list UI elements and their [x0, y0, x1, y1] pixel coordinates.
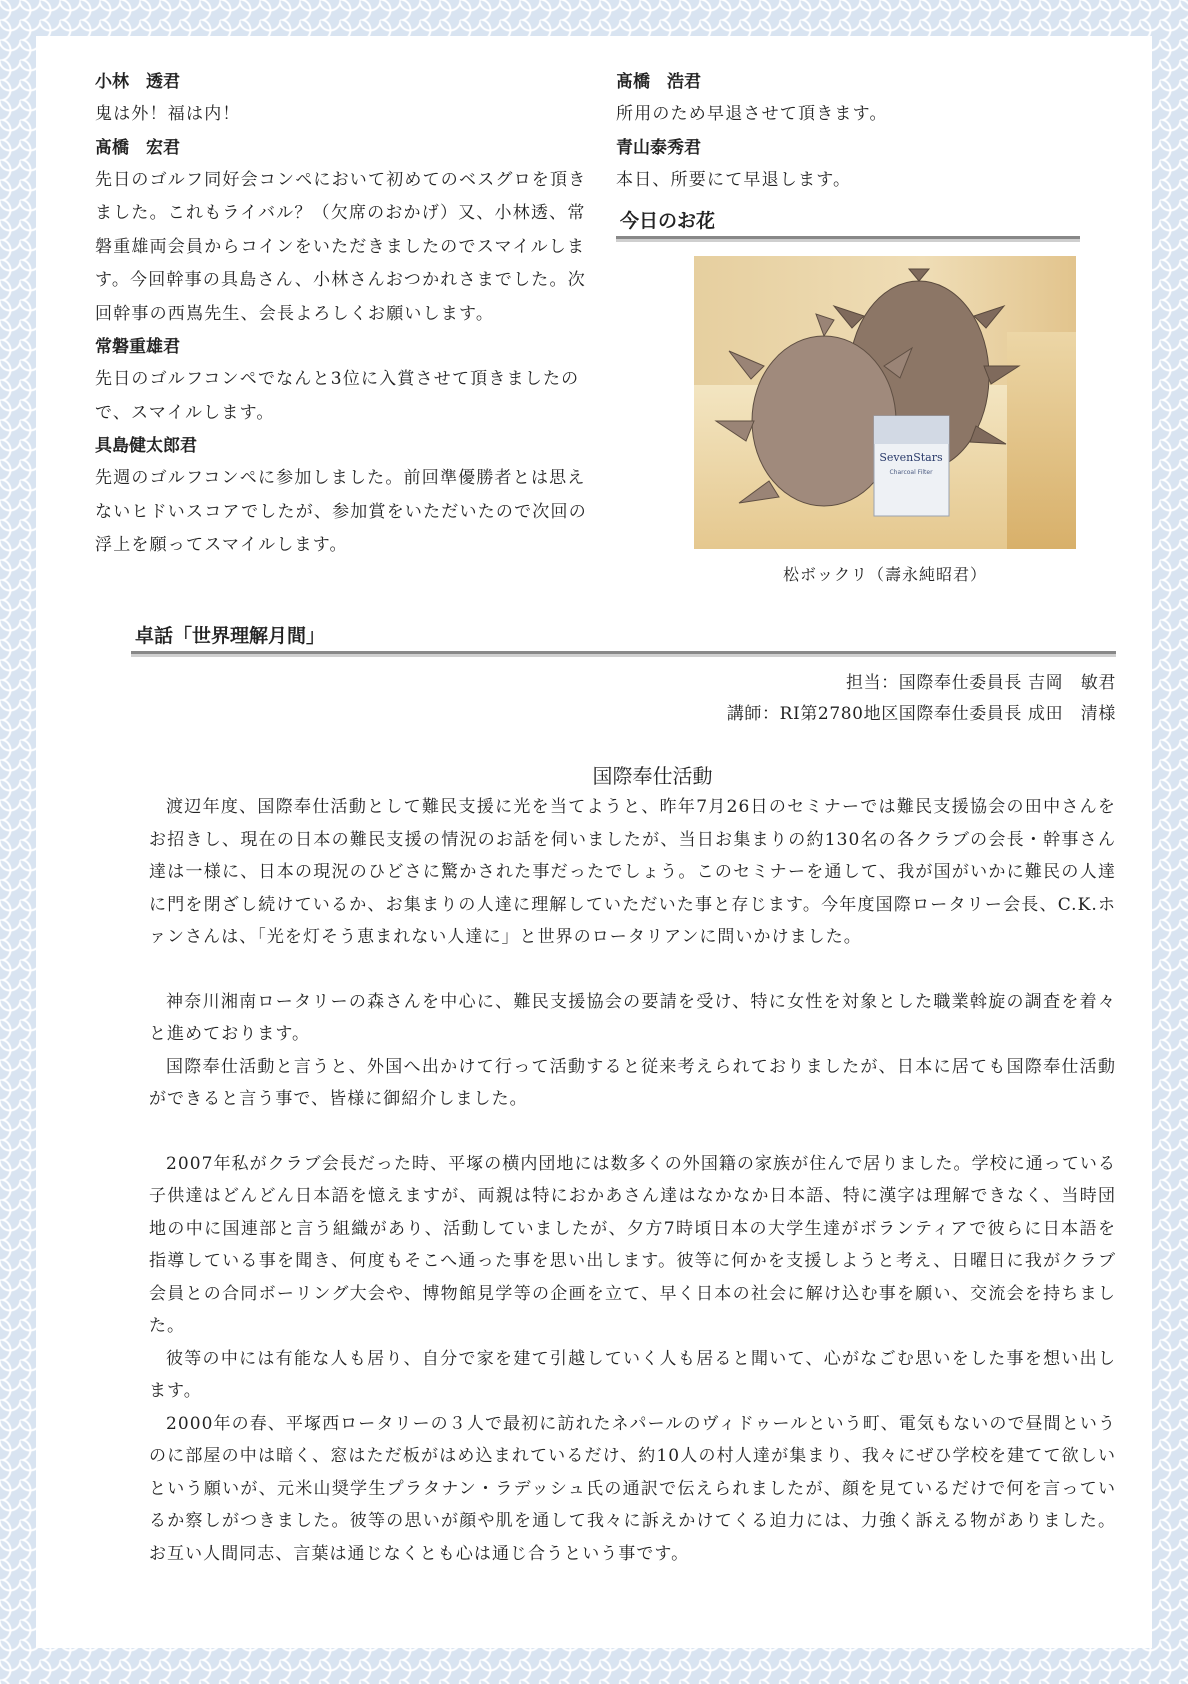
- member-message: 先日のゴルフ同好会コンペにおいて初めてのベスグロを頂きました。これもライバル？（欠席のおかげ）又、小林透、常磐重雄両会員からコインをいただきましたのでスマイルします。今回幹事の具島さん、小林さんおつかれさまでした。次回幹事の西嶌先生、会長よろしくお願いします。: [95, 169, 587, 324]
- member-message: 本日、所要にて早退します。: [616, 169, 852, 190]
- member-message: 先日のゴルフコンペでなんと3位に入賞させて頂きましたので、スマイルします。: [95, 369, 580, 423]
- smile-box-right: [616, 66, 1080, 197]
- member-name: 具島健太郎君: [95, 436, 197, 456]
- essay-paragraph: 彼等の中には有能な人も居り、自分で家を建て引越していく人も居ると聞いて、心がなごむ思いをした事を想い出します。: [149, 1348, 1116, 1401]
- essay: [149, 761, 1116, 1570]
- essay-paragraph: 2007年私がクラブ会長だった時、平塚の横内団地には数多くの外国籍の家族が住んで居りました。学校に通っている子供達はどんどん日本語を憶えますが、両親は特におかあさん達はなかなか日本語、特に漢字は理解できなく、当時団地の中に国連部と言う組織があり、活動していましたが、夕方7時頃日本の大学生達がボランティアで彼らに日本語を指導している事を聞き、何度もそこへ通った事を思い出します。彼等に何かを支援しようと考え、日曜日に我がクラブ会員との合同ボーリング大会や、博物館見学等の企画を立て、早く日本の社会に解け込む事を願い、交流会を持ちました。: [149, 1153, 1116, 1336]
- member-name: 髙橋 宏君: [95, 137, 180, 158]
- member-name: 常磐重雄君: [95, 337, 180, 357]
- essay-paragraph: 2000年の春、平塚西ロータリーの３人で最初に訪れたネパールのヴィドゥールという町、電気もないので昼間というのに部屋の中は暗く、窓はただ板がはめ込まれているだけ、約10人の村人達が集まり、我々にぜひ学校を建てて欲しいという願いが、元米山奨学生プラタナン・ラデッシュ氏の通訳で伝えられましたが、顔を見ているだけで何を言っているか察しがつきました。彼等の思いが顔や肌を通して我々に訴えかけてくる迫力には、力強く訴える物がありました。お互い人間同志、言葉は通じなくとも心は通じ合うという事です。: [149, 1413, 1116, 1564]
- smile-box-left: [95, 66, 595, 563]
- section-divider: [131, 651, 1116, 657]
- essay-paragraph: 渡辺年度、国際奉仕活動として難民支援に光を当てようと、昨年7月26日のセミナーでは難民支援協会の田中さんをお招きし、現在の日本の難民支援の情況のお話を伺いましたが、当日お集まりの約130名の各クラブの会長・幹事さん達は一様に、日本の現況のひどさに驚かされた事だったでしょう。このセミナーを通して、我が国がいかに難民の人達に門を閉ざし続けているか、お集まりの人達に理解していただいた事と存じます。今年度国際ロータリー会長、C.K.ホァンさんは、「光を灯そう恵まれない人達に」と世界のロータリアンに問いかけました。: [149, 797, 1116, 947]
- pinecone-illustration: [694, 256, 1076, 549]
- pack-sub: Charcoal Filter: [889, 469, 933, 476]
- talk-section-header: [131, 623, 1116, 657]
- section-divider: [616, 236, 1080, 242]
- flower-caption: 松ボックリ（壽永純昭君）: [782, 565, 987, 584]
- paragraph-gap: [149, 954, 1116, 986]
- essay-paragraph: 神奈川湘南ロータリーの森さんを中心に、難民支援協会の要請を受け、特に女性を対象とした職業斡旋の調査を着々と進めております。: [149, 991, 1116, 1044]
- member-name: 青山泰秀君: [616, 137, 701, 158]
- member-name: 小林 透君: [95, 72, 180, 92]
- member-message: 先週のゴルフコンペに参加しました。前回準優勝者とは思えないヒドいスコアでしたが、参加賞をいただいたので次回の浮上を願ってスマイルします。: [95, 468, 587, 555]
- member-name: 髙橋 浩君: [616, 72, 701, 92]
- paragraph-gap: [149, 1116, 1116, 1148]
- member-message: 鬼は外！福は内！: [95, 104, 241, 124]
- talk-title: 卓話「世界理解月間」: [135, 625, 326, 647]
- pack-brand: SevenStars: [879, 451, 943, 464]
- essay-paragraph: 国際奉仕活動と言うと、外国へ出かけて行って活動すると従来考えられておりましたが、日本に居ても国際奉仕活動ができると言う事で、皆様に御紹介しました。: [149, 1056, 1116, 1109]
- flower-title: 今日のお花: [620, 210, 716, 232]
- member-message: 所用のため早退させて頂きます。: [616, 104, 888, 124]
- talk-credit-host: 担当：国際奉仕委員長 吉岡 敏君: [845, 673, 1116, 693]
- cigarette-pack-icon: [874, 416, 949, 516]
- flower-section-header: [616, 208, 1080, 242]
- talk-credit-speaker: 講師：RI第2780地区国際奉仕委員長 成田 清様: [726, 704, 1116, 724]
- flower-photo: [694, 256, 1076, 549]
- essay-title: 国際奉仕活動: [592, 764, 713, 788]
